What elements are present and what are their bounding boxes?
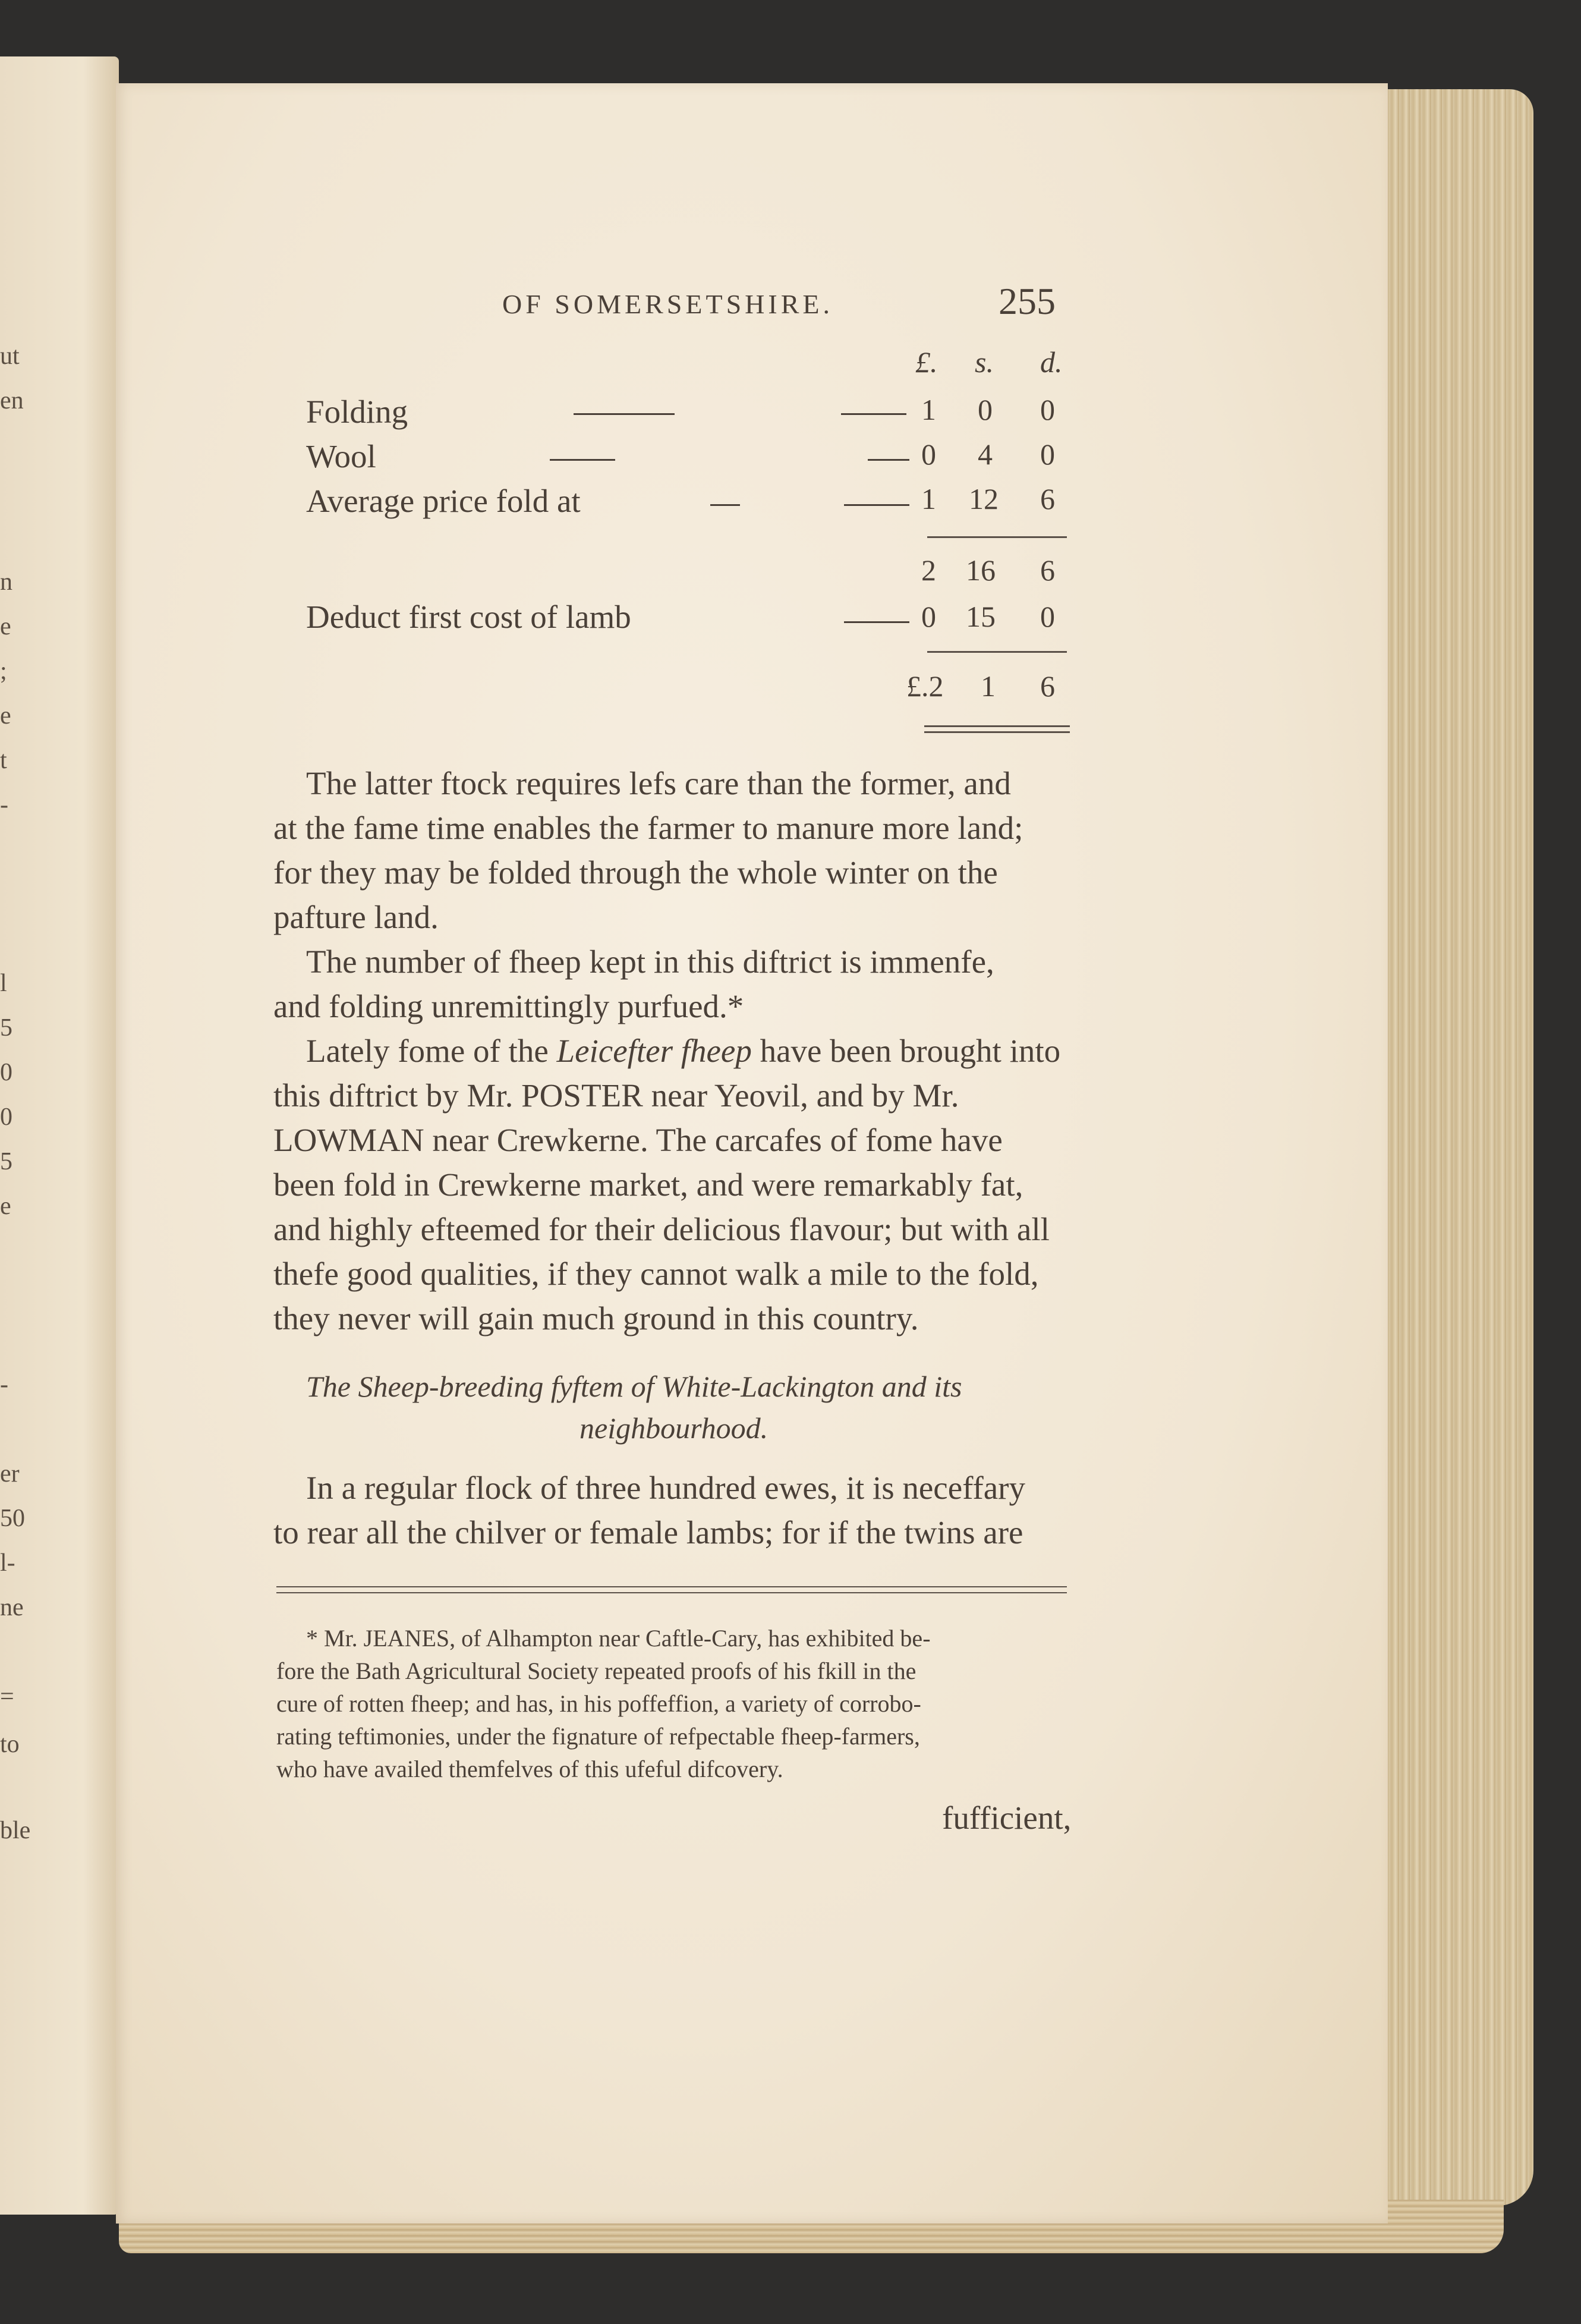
account-label: Average price fold at [306,483,581,519]
column-header-shillings: s. [975,345,994,379]
sum-rule [927,651,1067,653]
body-line: been fold in Crewkerne market, and were remarkably fat, [273,1166,1023,1203]
footnote-line: fore the Bath Agricultural Society repeated proofs of his fkill in the [276,1658,917,1684]
body-line: at the fame time enables the farmer to manure more land; [273,810,1023,846]
body-line: In a regular flock of three hundred ewes, it is neceffary [306,1470,1025,1506]
body-line: this diftrict by Mr. POSTER near Yeovil, and by Mr. [273,1077,959,1114]
double-rule-bottom [924,731,1070,733]
sum-rule [927,536,1067,538]
column-header-pence: d. [1040,345,1063,379]
margin-text: = [0,1683,14,1710]
footnote-line: rating teftimonies, under the fignature of refpectable fheep-farmers, [276,1723,920,1750]
margin-text: e [0,702,11,729]
body-line: for they may be folded through the whole winter on the [273,854,998,891]
account-total-shillings: 1 [981,669,996,703]
body-line: pafture land. [273,899,439,935]
catchword: fufficient, [942,1800,1072,1836]
account-shillings: 12 [969,482,999,515]
account-label: Folding [306,394,408,430]
body-line [306,1029,1060,1073]
right-page [116,83,1388,2224]
page-number: 255 [999,280,1056,322]
margin-text: ble [0,1817,31,1844]
footnote-line: who have availed themfelves of this ufeful difcovery. [276,1756,783,1782]
margin-text: 0 [0,1103,12,1131]
leader-dash [574,413,675,415]
account-label: Wool [306,438,376,474]
account-pounds: 1 [921,482,936,515]
account-pence: 6 [1040,554,1055,587]
account-pounds: 0 [921,438,936,471]
margin-text: en [0,387,24,414]
account-shillings: 4 [978,438,993,471]
body-line: and folding unremittingly purfued.* [273,988,744,1024]
column-header-pounds: £. [915,345,938,379]
account-shillings: 16 [966,554,996,587]
account-pence: 0 [1040,393,1055,426]
margin-text: l- [0,1549,15,1577]
body-line: The latter ftock requires lefs care than the former, and [306,765,1011,801]
margin-text: 5 [0,1148,12,1175]
margin-text: 0 [0,1059,12,1086]
body-line: and highly efteemed for their delicious flavour; but with all [273,1211,1050,1247]
margin-text: ; [0,658,7,685]
margin-text: 50 [0,1505,25,1532]
leader-dash [844,504,909,506]
margin-text: e [0,1193,11,1220]
body-line: The number of fheep kept in this diftrict is immenfe, [306,944,994,980]
footnote-rule-bottom [276,1592,1067,1593]
account-pence: 0 [1040,600,1055,633]
margin-text: l [0,970,7,997]
leader-dash [868,459,909,461]
margin-text: ne [0,1594,24,1621]
account-shillings: 0 [978,393,993,426]
account-label: Deduct first cost of lamb [306,599,631,635]
margin-text: ut [0,342,20,370]
margin-text: n [0,568,12,596]
leader-dash [841,413,906,415]
account-pounds: 0 [921,600,936,633]
account-pounds: 1 [921,393,936,426]
footnote-line: cure of rotten fheep; and has, in his poffeffion, a variety of corrobo- [276,1690,921,1717]
account-pence: 6 [1040,482,1055,515]
account-shillings: 15 [966,600,996,633]
body-line: to rear all the chilver or female lambs; for if the twins are [273,1514,1023,1551]
body-text: Lately fome of the [306,1033,557,1069]
body-text: have been brought into [751,1033,1061,1069]
account-pence: 0 [1040,438,1055,471]
leader-dash [550,459,615,461]
account-total-pence: 6 [1040,669,1055,703]
leader-dash [844,621,909,623]
page-edges [1367,89,1533,2206]
account-total-pounds: £.2 [906,669,944,703]
margin-text: 5 [0,1014,12,1042]
running-title: OF SOMERSETSHIRE. [502,289,833,319]
body-line: LOWMAN near Crewkerne. The carcafes of fome have [273,1122,1003,1158]
section-title-line: neighbourhood. [580,1411,769,1445]
left-page [0,56,119,2215]
account-pounds: 2 [921,554,936,587]
margin-text: e [0,613,11,640]
italic-phrase: Leicefter fheep [556,1033,752,1069]
margin-text: - [0,791,8,819]
margin-text: t [0,747,7,774]
footnote-rule-top [276,1586,1067,1587]
section-title-line: The Sheep-breeding fyftem of White-Lackington and its [306,1370,962,1403]
body-line: they never will gain much ground in this country. [273,1300,919,1336]
footnote-line: * Mr. JEANES, of Alhampton near Caftle-Cary, has exhibited be- [306,1625,931,1652]
margin-text: er [0,1460,20,1488]
leader-dash [710,504,740,506]
double-rule-top [924,725,1070,727]
margin-text: - [0,1371,8,1398]
margin-text: to [0,1731,20,1758]
body-line: thefe good qualities, if they cannot walk a mile to the fold, [273,1256,1039,1292]
